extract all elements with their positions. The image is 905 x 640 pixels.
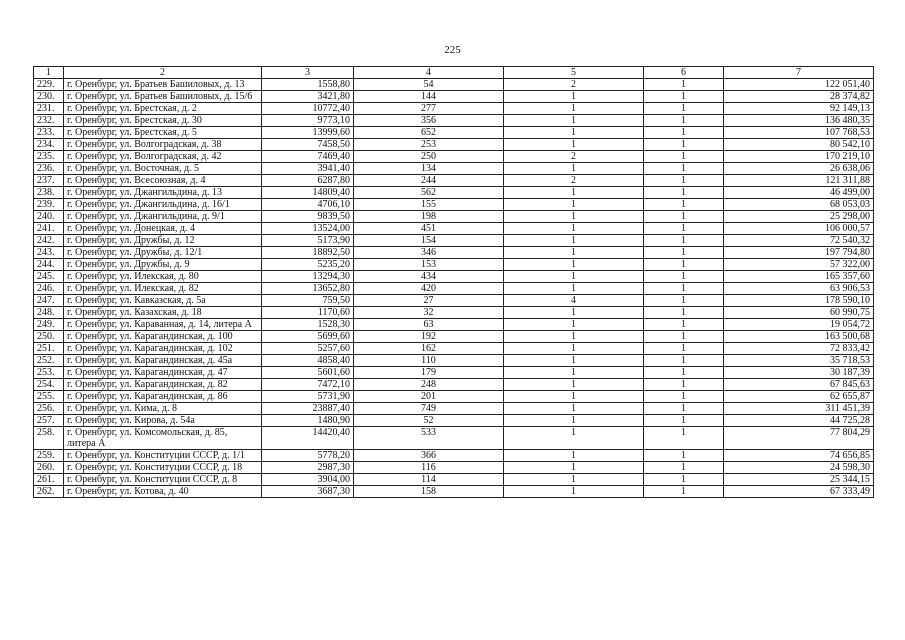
row-number-cell: 255. (34, 391, 64, 403)
amount-cell: 106 000,57 (724, 223, 874, 235)
area-cell: 1528,30 (262, 319, 354, 331)
area-cell: 7472,10 (262, 379, 354, 391)
address-cell: г. Оренбург, ул. Карагандинская, д. 102 (64, 343, 262, 355)
residents-cell: 27 (354, 295, 504, 307)
address-cell: г. Оренбург, ул. Карагандинская, д. 100 (64, 331, 262, 343)
column-number-7: 7 (724, 67, 874, 79)
address-cell: г. Оренбург, ул. Кирова, д. 54а (64, 415, 262, 427)
area-cell: 3904,00 (262, 474, 354, 486)
amount-cell: 72 833,42 (724, 343, 874, 355)
amount-cell: 92 149,13 (724, 103, 874, 115)
value-6-cell: 1 (644, 151, 724, 163)
row-number-cell: 241. (34, 223, 64, 235)
address-cell: г. Оренбург, ул. Джангильдина, д. 13 (64, 187, 262, 199)
table-row (34, 223, 874, 235)
amount-cell: 136 480,35 (724, 115, 874, 127)
area-cell: 14809,40 (262, 187, 354, 199)
row-number-cell: 244. (34, 259, 64, 271)
value-5-cell: 1 (504, 187, 644, 199)
residents-cell: 144 (354, 91, 504, 103)
address-cell: г. Оренбург, ул. Джангильдина, д. 16/1 (64, 199, 262, 211)
amount-cell: 80 542,10 (724, 139, 874, 151)
amount-cell: 57 322,00 (724, 259, 874, 271)
table-row (34, 355, 874, 367)
area-cell: 5778,20 (262, 450, 354, 462)
address-cell: г. Оренбург, ул. Илекская, д. 80 (64, 271, 262, 283)
residents-cell: 162 (354, 343, 504, 355)
value-5-cell: 1 (504, 462, 644, 474)
value-6-cell: 1 (644, 331, 724, 343)
area-cell: 13294,30 (262, 271, 354, 283)
address-cell: г. Оренбург, ул. Казахская, д. 18 (64, 307, 262, 319)
value-5-cell: 2 (504, 175, 644, 187)
column-number-4: 4 (354, 67, 504, 79)
table-row (34, 199, 874, 211)
amount-cell: 178 590,10 (724, 295, 874, 307)
value-6-cell: 1 (644, 247, 724, 259)
amount-cell: 77 804,29 (724, 427, 874, 450)
address-cell: г. Оренбург, ул. Восточная, д. 5 (64, 163, 262, 175)
residents-cell: 154 (354, 235, 504, 247)
value-6-cell: 1 (644, 486, 724, 498)
value-6-cell: 1 (644, 415, 724, 427)
table-row (34, 450, 874, 462)
address-cell: г. Оренбург, ул. Караванная, д. 14, литера А (64, 319, 262, 331)
value-6-cell: 1 (644, 355, 724, 367)
area-cell: 1170,60 (262, 307, 354, 319)
amount-cell: 107 768,53 (724, 127, 874, 139)
residents-cell: 134 (354, 163, 504, 175)
row-number-cell: 238. (34, 187, 64, 199)
value-6-cell: 1 (644, 295, 724, 307)
value-5-cell: 1 (504, 127, 644, 139)
area-cell: 5601,60 (262, 367, 354, 379)
column-number-2: 2 (64, 67, 262, 79)
table-row (34, 139, 874, 151)
value-5-cell: 1 (504, 91, 644, 103)
value-5-cell: 4 (504, 295, 644, 307)
amount-cell: 30 187,39 (724, 367, 874, 379)
residents-cell: 749 (354, 403, 504, 415)
area-cell: 2987,30 (262, 462, 354, 474)
residents-cell: 420 (354, 283, 504, 295)
table-row (34, 247, 874, 259)
row-number-cell: 233. (34, 127, 64, 139)
value-5-cell: 1 (504, 355, 644, 367)
value-5-cell: 1 (504, 331, 644, 343)
address-cell: г. Оренбург, ул. Карагандинская, д. 45а (64, 355, 262, 367)
value-6-cell: 1 (644, 139, 724, 151)
row-number-cell: 239. (34, 199, 64, 211)
value-6-cell: 1 (644, 235, 724, 247)
residents-cell: 179 (354, 367, 504, 379)
row-number-cell: 250. (34, 331, 64, 343)
amount-cell: 72 540,32 (724, 235, 874, 247)
value-5-cell: 1 (504, 247, 644, 259)
address-cell: г. Оренбург, ул. Карагандинская, д. 47 (64, 367, 262, 379)
residents-cell: 158 (354, 486, 504, 498)
value-6-cell: 1 (644, 103, 724, 115)
amount-cell: 28 374,82 (724, 91, 874, 103)
value-5-cell: 1 (504, 115, 644, 127)
row-number-cell: 235. (34, 151, 64, 163)
area-cell: 3687,30 (262, 486, 354, 498)
row-number-cell: 243. (34, 247, 64, 259)
row-number-cell: 256. (34, 403, 64, 415)
area-cell: 1480,90 (262, 415, 354, 427)
amount-cell: 197 794,80 (724, 247, 874, 259)
amount-cell: 121 311,88 (724, 175, 874, 187)
table-row (34, 187, 874, 199)
area-cell: 13524,00 (262, 223, 354, 235)
row-number-cell: 259. (34, 450, 64, 462)
area-cell: 759,50 (262, 295, 354, 307)
row-number-cell: 242. (34, 235, 64, 247)
table-row (34, 379, 874, 391)
residents-cell: 244 (354, 175, 504, 187)
value-5-cell: 2 (504, 151, 644, 163)
residents-cell: 652 (354, 127, 504, 139)
residents-cell: 116 (354, 462, 504, 474)
value-6-cell: 1 (644, 127, 724, 139)
table-row (34, 462, 874, 474)
row-number-cell: 251. (34, 343, 64, 355)
value-6-cell: 1 (644, 283, 724, 295)
row-number-cell: 229. (34, 79, 64, 91)
value-5-cell: 1 (504, 235, 644, 247)
row-number-cell: 254. (34, 379, 64, 391)
value-6-cell: 1 (644, 259, 724, 271)
row-number-cell: 234. (34, 139, 64, 151)
value-6-cell: 1 (644, 271, 724, 283)
value-6-cell: 1 (644, 343, 724, 355)
amount-cell: 60 990,75 (724, 307, 874, 319)
register-table (33, 66, 874, 498)
table-row (34, 486, 874, 498)
address-cell: г. Оренбург, ул. Братьев Башиловых, д. 13 (64, 79, 262, 91)
amount-cell: 62 655,87 (724, 391, 874, 403)
row-number-cell: 248. (34, 307, 64, 319)
amount-cell: 25 344,15 (724, 474, 874, 486)
address-cell: г. Оренбург, ул. Комсомольская, д. 85, литера А (64, 427, 262, 450)
value-5-cell: 1 (504, 343, 644, 355)
address-cell: г. Оренбург, ул. Дружбы, д. 12 (64, 235, 262, 247)
area-cell: 5173,90 (262, 235, 354, 247)
value-5-cell: 1 (504, 319, 644, 331)
value-5-cell: 1 (504, 450, 644, 462)
amount-cell: 26 638,06 (724, 163, 874, 175)
value-5-cell: 1 (504, 391, 644, 403)
value-6-cell: 1 (644, 187, 724, 199)
value-6-cell: 1 (644, 163, 724, 175)
value-6-cell: 1 (644, 474, 724, 486)
table-row (34, 474, 874, 486)
row-number-cell: 260. (34, 462, 64, 474)
column-number-1: 1 (34, 67, 64, 79)
value-6-cell: 1 (644, 211, 724, 223)
amount-cell: 46 499,00 (724, 187, 874, 199)
area-cell: 3941,40 (262, 163, 354, 175)
table-row (34, 331, 874, 343)
residents-cell: 54 (354, 79, 504, 91)
value-5-cell: 1 (504, 367, 644, 379)
row-number-cell: 249. (34, 319, 64, 331)
amount-cell: 311 451,39 (724, 403, 874, 415)
value-5-cell: 1 (504, 271, 644, 283)
value-6-cell: 1 (644, 175, 724, 187)
address-cell: г. Оренбург, ул. Дружбы, д. 12/1 (64, 247, 262, 259)
address-cell: г. Оренбург, ул. Кавказская, д. 5а (64, 295, 262, 307)
row-number-cell: 245. (34, 271, 64, 283)
column-number-6: 6 (644, 67, 724, 79)
residents-cell: 253 (354, 139, 504, 151)
residents-cell: 63 (354, 319, 504, 331)
value-6-cell: 1 (644, 223, 724, 235)
area-cell: 5699,60 (262, 331, 354, 343)
address-cell: г. Оренбург, ул. Братьев Башиловых, д. 15/6 (64, 91, 262, 103)
amount-cell: 122 051,40 (724, 79, 874, 91)
address-cell: г. Оренбург, ул. Брестская, д. 30 (64, 115, 262, 127)
value-6-cell: 1 (644, 319, 724, 331)
value-5-cell: 1 (504, 415, 644, 427)
row-number-cell: 231. (34, 103, 64, 115)
area-cell: 6287,80 (262, 175, 354, 187)
row-number-cell: 237. (34, 175, 64, 187)
residents-cell: 110 (354, 355, 504, 367)
value-6-cell: 1 (644, 91, 724, 103)
value-6-cell: 1 (644, 199, 724, 211)
address-cell: г. Оренбург, ул. Илекская, д. 82 (64, 283, 262, 295)
residents-cell: 114 (354, 474, 504, 486)
table-row (34, 235, 874, 247)
row-number-cell: 258. (34, 427, 64, 450)
table-row (34, 151, 874, 163)
address-cell: г. Оренбург, ул. Конституции СССР, д. 8 (64, 474, 262, 486)
area-cell: 5257,60 (262, 343, 354, 355)
residents-cell: 533 (354, 427, 504, 450)
table-row (34, 367, 874, 379)
address-cell: г. Оренбург, ул. Карагандинская, д. 86 (64, 391, 262, 403)
value-5-cell: 1 (504, 486, 644, 498)
table-row (34, 259, 874, 271)
table-row (34, 103, 874, 115)
row-number-cell: 240. (34, 211, 64, 223)
area-cell: 9839,50 (262, 211, 354, 223)
area-cell: 9773,10 (262, 115, 354, 127)
value-6-cell: 1 (644, 462, 724, 474)
table-row (34, 415, 874, 427)
value-5-cell: 1 (504, 283, 644, 295)
table-row (34, 211, 874, 223)
amount-cell: 67 845,63 (724, 379, 874, 391)
value-6-cell: 1 (644, 367, 724, 379)
address-cell: г. Оренбург, ул. Всесоюзная, д. 4 (64, 175, 262, 187)
amount-cell: 35 718,53 (724, 355, 874, 367)
area-cell: 14420,40 (262, 427, 354, 450)
address-cell: г. Оренбург, ул. Брестская, д. 5 (64, 127, 262, 139)
area-cell: 1558,80 (262, 79, 354, 91)
table-row (34, 127, 874, 139)
value-6-cell: 1 (644, 379, 724, 391)
page-number: 225 (444, 44, 461, 56)
value-5-cell: 1 (504, 211, 644, 223)
value-5-cell: 1 (504, 139, 644, 151)
row-number-cell: 257. (34, 415, 64, 427)
table-row (34, 91, 874, 103)
amount-cell: 63 906,53 (724, 283, 874, 295)
row-number-cell: 261. (34, 474, 64, 486)
residents-cell: 346 (354, 247, 504, 259)
value-5-cell: 1 (504, 103, 644, 115)
row-number-cell: 262. (34, 486, 64, 498)
area-cell: 3421,80 (262, 91, 354, 103)
address-cell: г. Оренбург, ул. Кима, д. 8 (64, 403, 262, 415)
residents-cell: 32 (354, 307, 504, 319)
address-cell: г. Оренбург, ул. Донецкая, д. 4 (64, 223, 262, 235)
residents-cell: 277 (354, 103, 504, 115)
residents-cell: 250 (354, 151, 504, 163)
table-row (34, 307, 874, 319)
table-row (34, 283, 874, 295)
value-5-cell: 1 (504, 379, 644, 391)
value-6-cell: 1 (644, 115, 724, 127)
residents-cell: 155 (354, 199, 504, 211)
table-row (34, 391, 874, 403)
residents-cell: 356 (354, 115, 504, 127)
row-number-cell: 247. (34, 295, 64, 307)
table-row (34, 295, 874, 307)
amount-cell: 67 333,49 (724, 486, 874, 498)
area-cell: 18892,50 (262, 247, 354, 259)
table-row (34, 163, 874, 175)
value-6-cell: 1 (644, 391, 724, 403)
column-number-row (34, 67, 874, 79)
area-cell: 13652,80 (262, 283, 354, 295)
residents-cell: 366 (354, 450, 504, 462)
area-cell: 5731,90 (262, 391, 354, 403)
area-cell: 7469,40 (262, 151, 354, 163)
column-number-3: 3 (262, 67, 354, 79)
row-number-cell: 232. (34, 115, 64, 127)
residents-cell: 562 (354, 187, 504, 199)
value-6-cell: 1 (644, 403, 724, 415)
amount-cell: 24 598,30 (724, 462, 874, 474)
address-cell: г. Оренбург, ул. Конституции СССР, д. 1/1 (64, 450, 262, 462)
value-5-cell: 2 (504, 79, 644, 91)
value-6-cell: 1 (644, 79, 724, 91)
address-cell: г. Оренбург, ул. Брестская, д. 2 (64, 103, 262, 115)
address-cell: г. Оренбург, ул. Волгоградская, д. 38 (64, 139, 262, 151)
table-row (34, 427, 874, 450)
address-cell: г. Оренбург, ул. Котова, д. 40 (64, 486, 262, 498)
table-row (34, 115, 874, 127)
area-cell: 4858,40 (262, 355, 354, 367)
address-cell: г. Оренбург, ул. Волгоградская, д. 42 (64, 151, 262, 163)
table-body (34, 79, 874, 498)
residents-cell: 434 (354, 271, 504, 283)
row-number-cell: 246. (34, 283, 64, 295)
area-cell: 4706,10 (262, 199, 354, 211)
table-row (34, 343, 874, 355)
row-number-cell: 253. (34, 367, 64, 379)
value-6-cell: 1 (644, 450, 724, 462)
amount-cell: 25 298,00 (724, 211, 874, 223)
amount-cell: 163 500,68 (724, 331, 874, 343)
amount-cell: 74 656,85 (724, 450, 874, 462)
amount-cell: 44 725,28 (724, 415, 874, 427)
value-5-cell: 1 (504, 199, 644, 211)
residents-cell: 248 (354, 379, 504, 391)
value-6-cell: 1 (644, 307, 724, 319)
value-5-cell: 1 (504, 307, 644, 319)
residents-cell: 198 (354, 211, 504, 223)
row-number-cell: 236. (34, 163, 64, 175)
amount-cell: 68 053,03 (724, 199, 874, 211)
area-cell: 13999,60 (262, 127, 354, 139)
amount-cell: 19 054,72 (724, 319, 874, 331)
value-5-cell: 1 (504, 474, 644, 486)
value-5-cell: 1 (504, 163, 644, 175)
address-cell: г. Оренбург, ул. Дружбы, д. 9 (64, 259, 262, 271)
table-row (34, 175, 874, 187)
address-cell: г. Оренбург, ул. Джангильдина, д. 9/1 (64, 211, 262, 223)
amount-cell: 165 357,60 (724, 271, 874, 283)
residents-cell: 192 (354, 331, 504, 343)
table-row (34, 79, 874, 91)
area-cell: 5235,20 (262, 259, 354, 271)
value-5-cell: 1 (504, 427, 644, 450)
value-6-cell: 1 (644, 427, 724, 450)
row-number-cell: 230. (34, 91, 64, 103)
column-number-5: 5 (504, 67, 644, 79)
table-row (34, 271, 874, 283)
address-cell: г. Оренбург, ул. Конституции СССР, д. 18 (64, 462, 262, 474)
area-cell: 7458,50 (262, 139, 354, 151)
value-5-cell: 1 (504, 403, 644, 415)
table-row (34, 403, 874, 415)
value-5-cell: 1 (504, 223, 644, 235)
residents-cell: 52 (354, 415, 504, 427)
row-number-cell: 252. (34, 355, 64, 367)
residents-cell: 201 (354, 391, 504, 403)
amount-cell: 170 219,10 (724, 151, 874, 163)
area-cell: 10772,40 (262, 103, 354, 115)
area-cell: 23887,40 (262, 403, 354, 415)
value-5-cell: 1 (504, 259, 644, 271)
residents-cell: 153 (354, 259, 504, 271)
address-cell: г. Оренбург, ул. Карагандинская, д. 82 (64, 379, 262, 391)
residents-cell: 451 (354, 223, 504, 235)
table-row (34, 319, 874, 331)
